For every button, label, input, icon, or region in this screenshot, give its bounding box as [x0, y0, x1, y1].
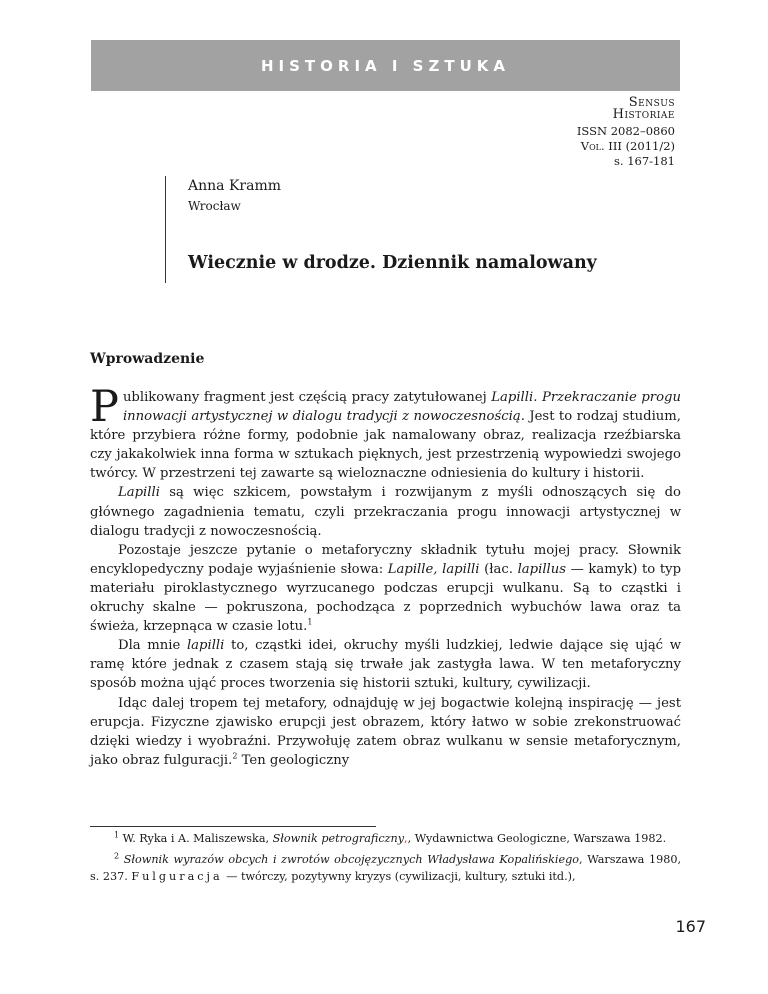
section-heading: Wprowadzenie	[90, 351, 205, 367]
journal-info	[577, 96, 675, 169]
paragraph-5: Idąc dalej tropem tej metafory, odnajduję w jej bogactwie kolejną inspirację — jest erupcja. Fizyczne zjawisko erupcji jest obrazem, który łatwo w sobie zrekonstruować dzięki wiedzy i wyobraźni. Przywołuję zatem obraz wulkanu w sensie metaforycznym, jako obraz fulguracji.$^2$ Ten geologiczny	[90, 695, 681, 768]
journal-name-line2: Historiae	[612, 107, 675, 122]
footnote-ref-2[interactable]: 2	[232, 751, 238, 761]
journal-volume: Vol. III (2011/2)	[580, 139, 675, 153]
author-block-divider	[165, 176, 166, 283]
journal-pages: s. 167-181	[614, 154, 675, 168]
journal-name-line1: Sensus	[628, 95, 675, 110]
footnote-separator	[90, 826, 376, 827]
body-text	[90, 382, 682, 770]
footnotes	[90, 830, 681, 889]
paragraph-3: Pozostaje jeszcze pytanie o metaforyczny składnik tytułu mojej pracy. Słownik encyklopedyczny podaje wyjaśnienie słowa: Lapille, lapilli (łac. lapillus — kamyk) to typ materiału piroklastycznego wyrzucanego podczas erupcji wulkanu. Są to cząstki i okruchy skalne — pokruszona, pochodząca z poprzednich wybuchów lawa oraz ta świeża, krzepnąca w czasie lotu.$^1$	[90, 542, 682, 635]
journal-issn: ISSN 2082–0860	[576, 124, 675, 138]
footnote-2: $^2$ Słownik wyrazów obcych i zwrotów obcojęzycznych Władysława Kopalińskiego, Warszawa 1980, s. 237. Fulguracja — twórczy, pozytywny kryzys (cywilizacji, kultury, sztuki itd.),	[90, 851, 681, 883]
paragraph-2: Lapilli są więc szkicem, powstałym i rozwijanym z myśli odnoszących się do głównego zagadnienia tematu, czyli przekraczania progu innowacji artystycznej w dialogu tradycji z nowoczesnością.	[90, 485, 681, 539]
section-banner: HISTORIA I SZTUKA	[91, 40, 680, 91]
article-title: Wiecznie w drodze. Dziennik namalowany	[188, 253, 597, 273]
paragraph-1: Publikowany fragment jest częścią pracy zatytułowanej Lapilli. Przekraczanie progu innowacji artystycznej w dialogu tradycji z nowoczesnością. Jest to rodzaj studium, które przybiera różne formy, podobnie jak namalowany obraz, realizacja rzeźbiarska czy jakakolwiek inna forma w sztukach pięknych, jest przestrzenią wypowiedzi swojego twórcy. W przestrzeni tej zawarte są wieloznaczne odniesienia do kultury i historii.	[90, 382, 681, 482]
page-number: 167	[675, 917, 706, 936]
footnote-1: $^1$ W. Ryka i A. Maliszewska, Słownik petrograficzny,, Wydawnictwa Geologiczne, Warszawa 1982.	[114, 830, 667, 845]
author-affiliation: Wrocław	[188, 199, 241, 213]
author-name: Anna Kramm	[188, 178, 281, 194]
paragraph-4: Dla mnie lapilli to, cząstki idei, okruchy myśli ludzkiej, ledwie dające się ująć w ramę które jednak z czasem stają się trwałe jak zastygła lawa. W ten metaforyczny sposób można ująć proces tworzenia się historii sztuki, kultury, cywilizacji.	[90, 638, 681, 692]
footnote-ref-1[interactable]: 1	[307, 617, 313, 627]
drop-cap: P	[90, 382, 119, 432]
